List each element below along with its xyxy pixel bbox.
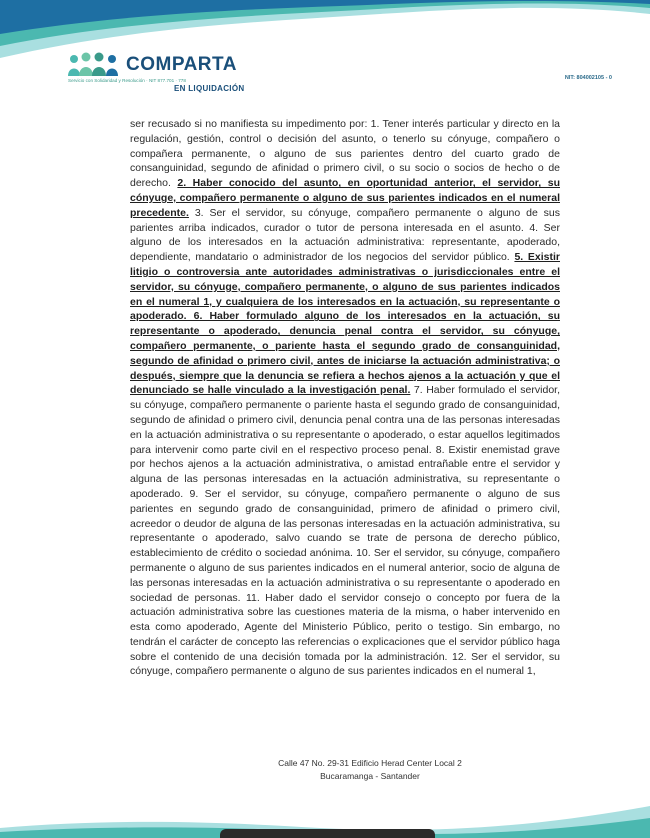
logo-tagline: Servicio con Solidaridad y Resolución · NIT 877.701 · 778: [68, 78, 186, 83]
logo-brand-name: COMPARTA: [126, 54, 237, 75]
body-paragraph: [130, 117, 560, 679]
underlined-clause: 5. Existir litigio o controversia ante autoridades administrativas o jurisdiccionales entre el servidor, su cónyuge, compañero permanente, o alguno de sus parientes indicados en el numeral 1, y cualquiera de los interesados en la actuación, su representante o apoderado. 6. Haber formulado alguno de los interesados en la actuación, su representante o apoderado, denuncia penal contra el servidor, su cónyuge, compañero permanente, o pariente hasta el segundo grado de consanguinidad, segundo de afinidad o primero civil, antes de iniciarse la actuación administrativa; o después, siempre que la denuncia se refiera a hechos ajenos a la actuación y que el denunciado se halle vinculado a la investigación penal.: [130, 251, 560, 397]
footer-address: [270, 757, 470, 783]
company-logo: [66, 52, 286, 96]
underlined-clause: 2. Haber conocido del asunto, en oportunidad anterior, el servidor, su cónyuge, compañero permanente o alguno de sus parientes indicados en el numeral precedente.: [130, 177, 560, 219]
footer-address-line: Calle 47 No. 29-31 Edificio Herad Center Local 2: [278, 758, 462, 768]
header-wave-decoration: [0, 0, 650, 60]
nit-number: NIT: 804002105 - 0: [564, 75, 612, 81]
footer-city-line: Bucaramanga - Santander: [320, 771, 420, 781]
body-text-segment: 3. Ser el servidor, su cónyuge, compañero permanente o alguno de sus parientes arriba indicados, curador o tutor de persona interesada en el asunto. 4. Ser alguno de los interesados en la actuación administrativa: representante, apoderado, dependiente, mandatario o administrador de los negocios del servidor público.: [130, 206, 560, 264]
body-text-segment: 7. Haber formulado el servidor, su cónyuge, compañero permanente o pariente hasta el segundo grado de consanguinidad, segundo de afinidad o primero civil, denuncia penal contra una de las personas interesadas en la actuación administrativa o su representante o apoderado, o estar aquellos legitimados para intervenir como parte civil en el respectivo proceso penal. 8. Existir enemistad grave por hechos ajenos a la actuación administrativa, o amistad entrañable entre el servidor y alguna de las personas interesadas en la actuación administrativa, su representante o apoderado. 9. Ser el servidor, su cónyuge, compañero permanente o alguno de sus parientes en segundo grado de consanguinidad, primero de afinidad o primero civil, acreedor o deudor de alguna de las personas interesadas en la actuación administrativa, su representante o apoderado, salvo cuando se trate de persona de derecho público, establecimiento de crédito o sociedad anónima. 10. Ser el servidor, su cónyuge, compañero permanente o alguno de sus parientes indicados en el numeral anterior, socio de alguna de las personas interesadas en la actuación administrativa o su representante o apoderado en sociedad de personas. 11. Haber dado el servidor consejo o concepto por fuera de la actuación administrativa sobre las cuestiones materia de la misma, o haber intervenido en esta como apoderado, Agente del Ministerio Público, perito o testigo. Sin embargo, no tendrán el carácter de concepto las referencias o explicaciones que el servidor público haga sobre el contenido de una decisión tomada por la administración. 12. Ser el servidor, su cónyuge, compañero permanente o alguno de sus parientes indicados en el numeral 1,: [130, 384, 560, 678]
body-text-segment: ser recusado si no manifiesta su impedimento por: 1. Tener interés particular y directo en la regulación, gestión, control o decisión del asunto, o tenerlo su cónyuge, compañero o compañera permanente, o alguno de sus parientes dentro del cuarto grado de consanguinidad, segundo de afinidad o primero civil, o su socio o socios de hecho o de derecho.: [130, 118, 560, 190]
logo-subtitle: EN LIQUIDACIÓN: [174, 84, 245, 93]
people-group-icon: [66, 52, 126, 78]
viewer-toolbar[interactable]: [220, 829, 435, 838]
